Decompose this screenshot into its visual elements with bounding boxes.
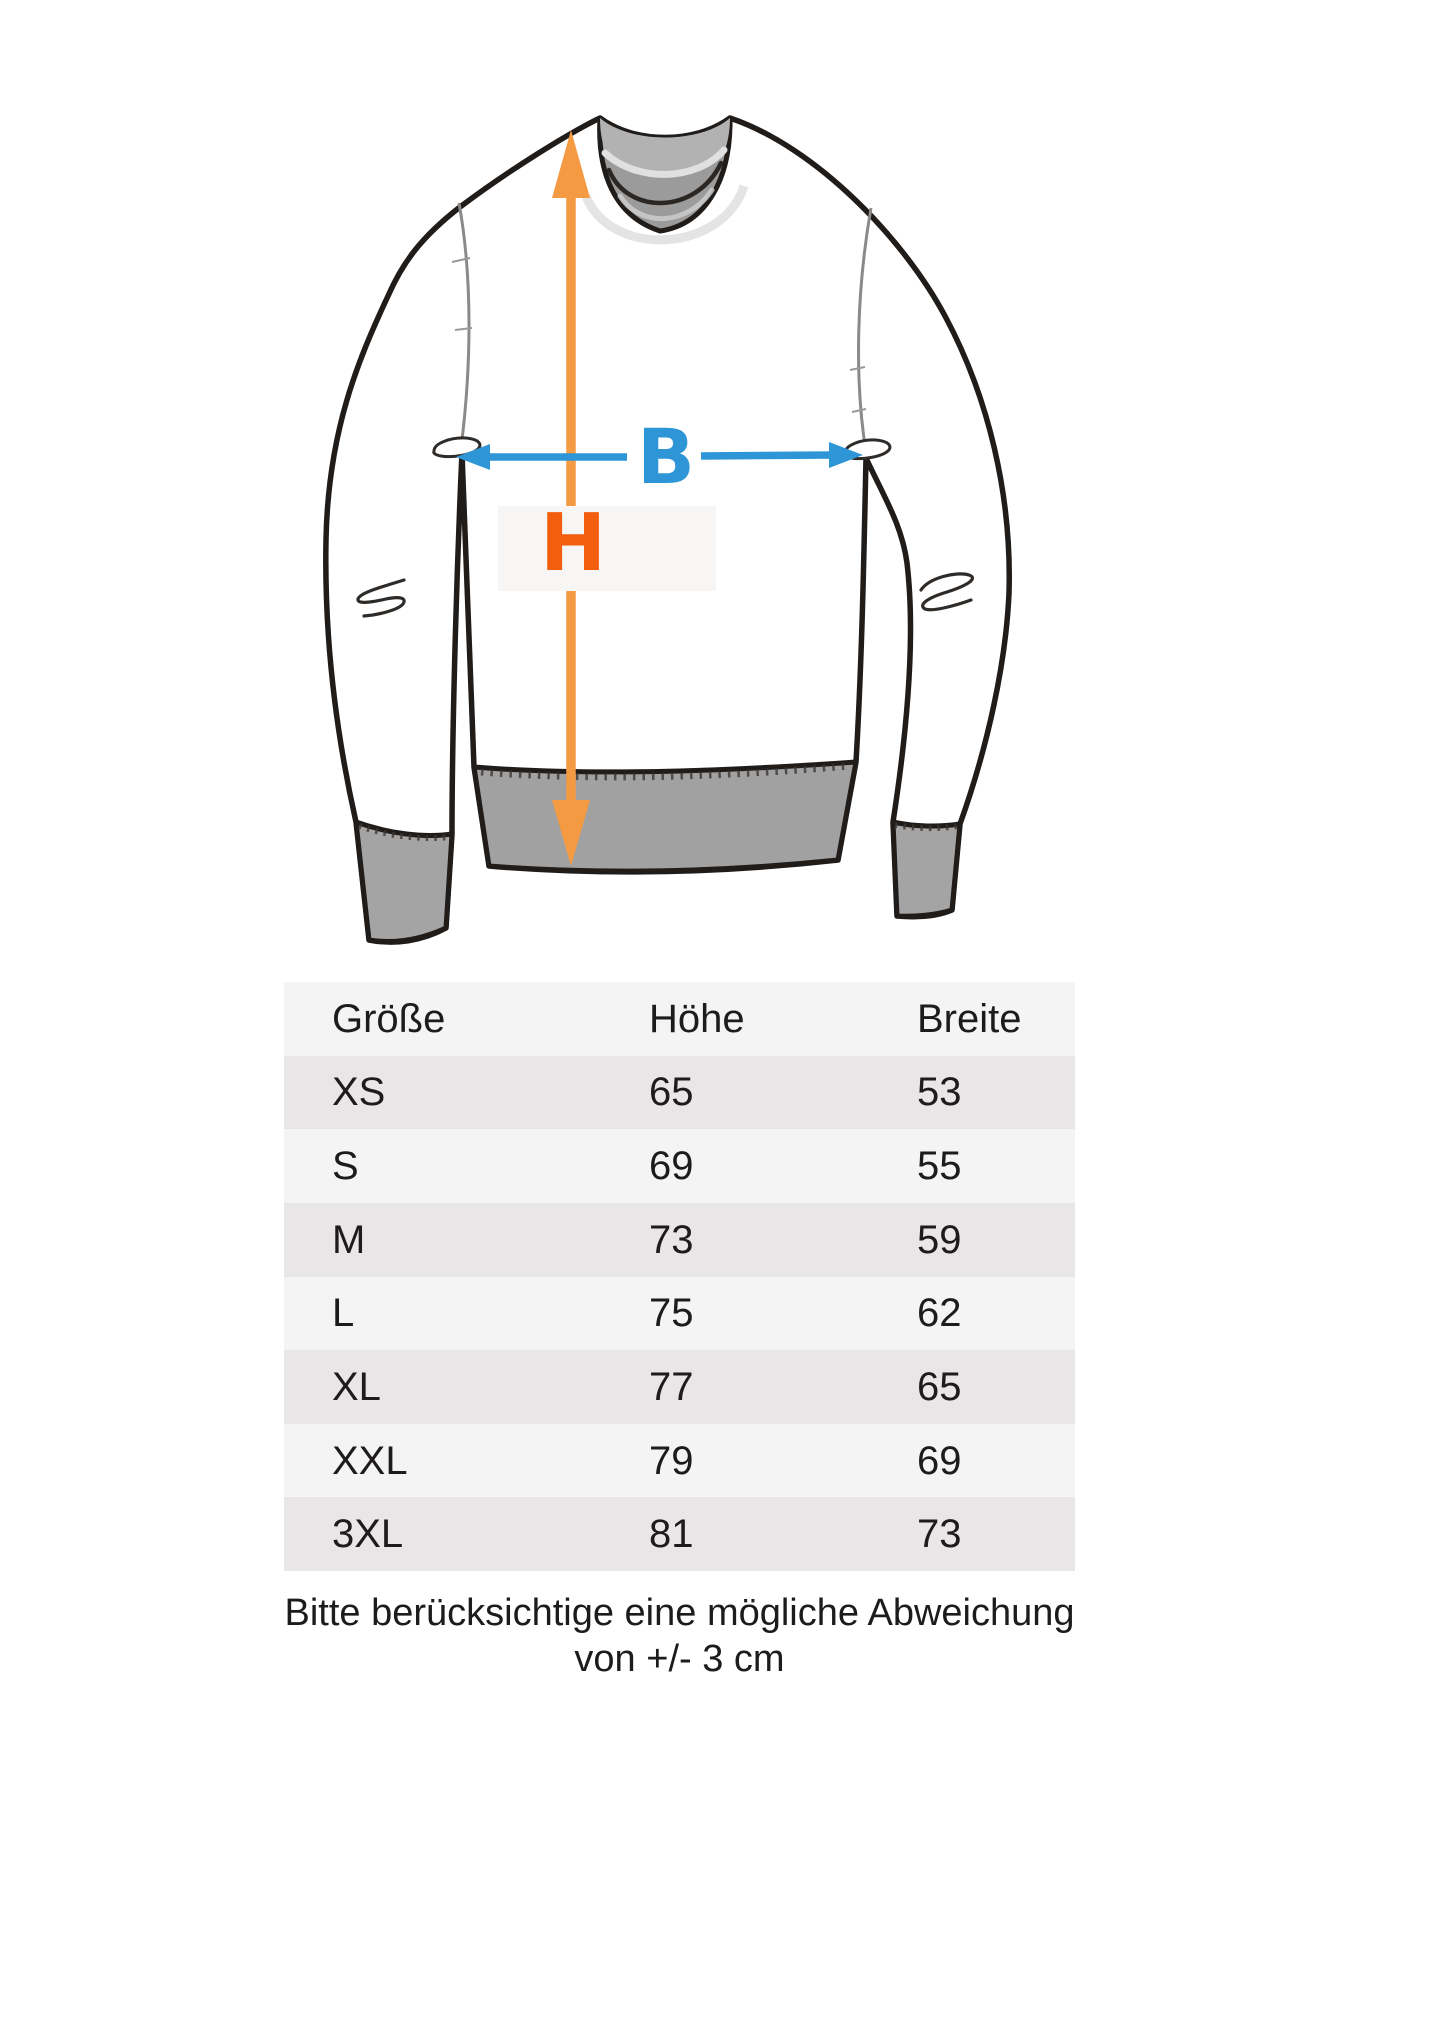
cell-size: XS bbox=[332, 1070, 386, 1115]
cell-height: 79 bbox=[649, 1438, 694, 1483]
cell-height: 73 bbox=[649, 1217, 694, 1262]
cell-size: L bbox=[332, 1291, 355, 1336]
table-row bbox=[284, 1056, 1075, 1130]
deviation-note: Bitte berücksichtige eine mögliche Abweichung von +/- 3 cm bbox=[284, 1592, 1075, 1680]
height-label: H bbox=[539, 497, 607, 589]
column-header-width: Breite bbox=[917, 996, 1022, 1041]
cell-size: 3XL bbox=[332, 1512, 404, 1557]
cell-size: XL bbox=[332, 1364, 381, 1409]
cell-height: 77 bbox=[649, 1364, 694, 1409]
size-table-header-row bbox=[284, 982, 1075, 1056]
cell-width: 59 bbox=[917, 1217, 962, 1262]
table-row bbox=[284, 1129, 1075, 1203]
cell-height: 81 bbox=[649, 1512, 694, 1557]
cell-height: 75 bbox=[649, 1291, 694, 1336]
table-row bbox=[284, 1497, 1075, 1571]
column-header-size: Größe bbox=[332, 996, 446, 1041]
cell-width: 69 bbox=[917, 1438, 962, 1483]
left-cuff bbox=[356, 822, 452, 942]
size-table bbox=[284, 982, 1075, 1571]
cell-width: 65 bbox=[917, 1364, 962, 1409]
table-row bbox=[284, 1424, 1075, 1498]
sweatshirt-diagram bbox=[0, 0, 1445, 980]
table-row bbox=[284, 1203, 1075, 1277]
cell-width: 73 bbox=[917, 1512, 962, 1557]
column-header-height: Höhe bbox=[649, 996, 745, 1041]
cell-height: 69 bbox=[649, 1144, 694, 1189]
height-label-box bbox=[498, 506, 716, 591]
cell-width: 53 bbox=[917, 1070, 962, 1115]
cell-size: S bbox=[332, 1144, 359, 1189]
cell-width: 62 bbox=[917, 1291, 962, 1336]
waistband bbox=[474, 762, 856, 871]
cell-size: XXL bbox=[332, 1438, 408, 1483]
cell-height: 65 bbox=[649, 1070, 694, 1115]
cell-width: 55 bbox=[917, 1144, 962, 1189]
table-row bbox=[284, 1277, 1075, 1351]
cell-size: M bbox=[332, 1217, 366, 1262]
table-row bbox=[284, 1350, 1075, 1424]
right-cuff bbox=[893, 822, 960, 916]
width-label: B bbox=[637, 412, 695, 501]
